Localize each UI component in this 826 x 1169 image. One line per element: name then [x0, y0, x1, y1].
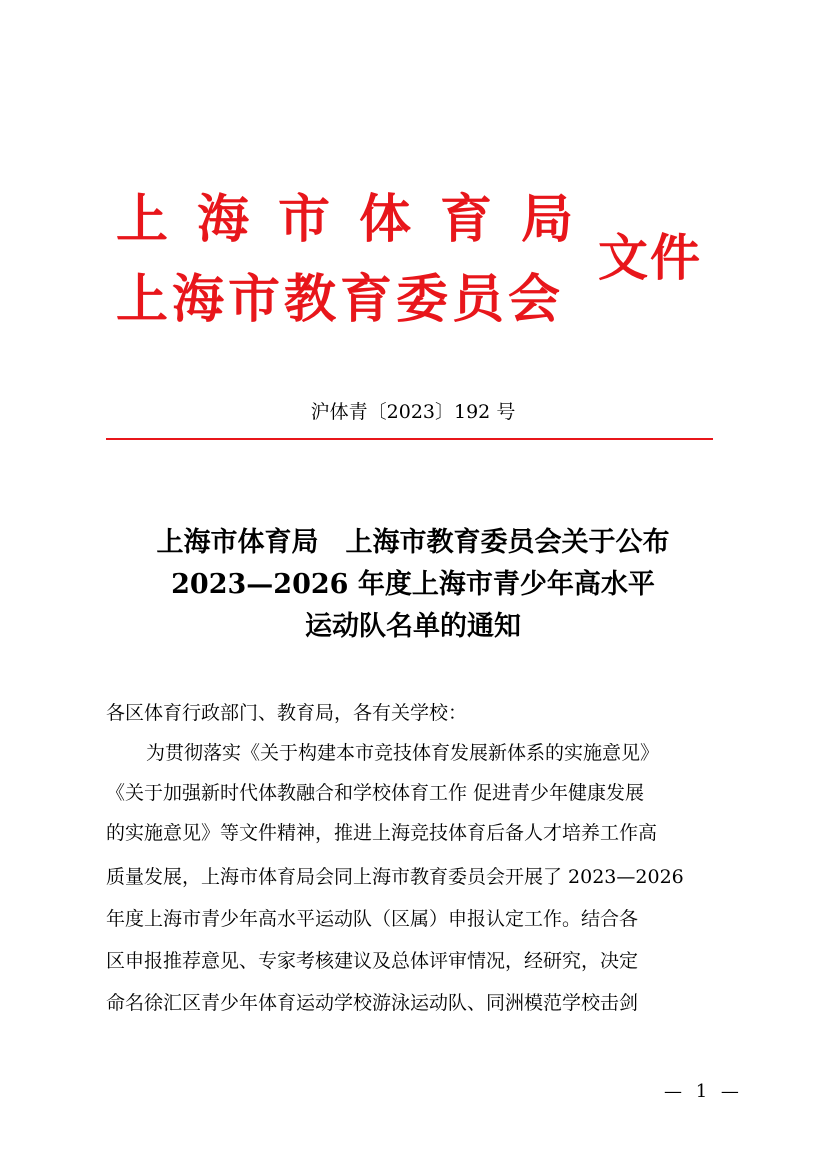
document-type-label: 文件: [598, 229, 702, 287]
issuing-org-sports-bureau: 上海市体育局: [116, 190, 603, 250]
document-number: 沪体青〔2023〕192 号: [310, 401, 516, 423]
issuing-org-education-commission: 上海市教育委员会: [116, 270, 565, 330]
red-divider-line: [106, 438, 713, 440]
title-line-1: 上海市体育局 上海市教育委员会关于公布: [156, 527, 670, 558]
body-line: 区申报推荐意见、专家考核建议及总体评审情况，经研究，决定: [106, 950, 639, 972]
title-line-2: 2023—2026 年度上海市青少年高水平: [171, 569, 655, 600]
body-line: 《关于加强新时代体教融合和学校体育工作 促进青少年健康发展: [106, 782, 645, 804]
salutation: 各区体育行政部门、教育局，各有关学校：: [106, 702, 468, 724]
body-line: 年度上海市青少年高水平运动队（区属）申报认定工作。结合各: [106, 908, 639, 930]
body-line: 质量发展，上海市体育局会同上海市教育委员会开展了 2023—2026: [106, 866, 684, 888]
title-line-3: 运动队名单的通知: [305, 611, 521, 642]
body-line: 为贯彻落实《关于构建本市竞技体育发展新体系的实施意见》: [146, 742, 660, 764]
page-number: — 1 —: [664, 1081, 743, 1102]
body-line: 命名徐汇区青少年体育运动学校游泳运动队、同洲模范学校击剑: [106, 992, 639, 1014]
body-line: 的实施意见》等文件精神，推进上海竞技体育后备人才培养工作高: [106, 822, 658, 844]
document-title: [0, 522, 826, 648]
